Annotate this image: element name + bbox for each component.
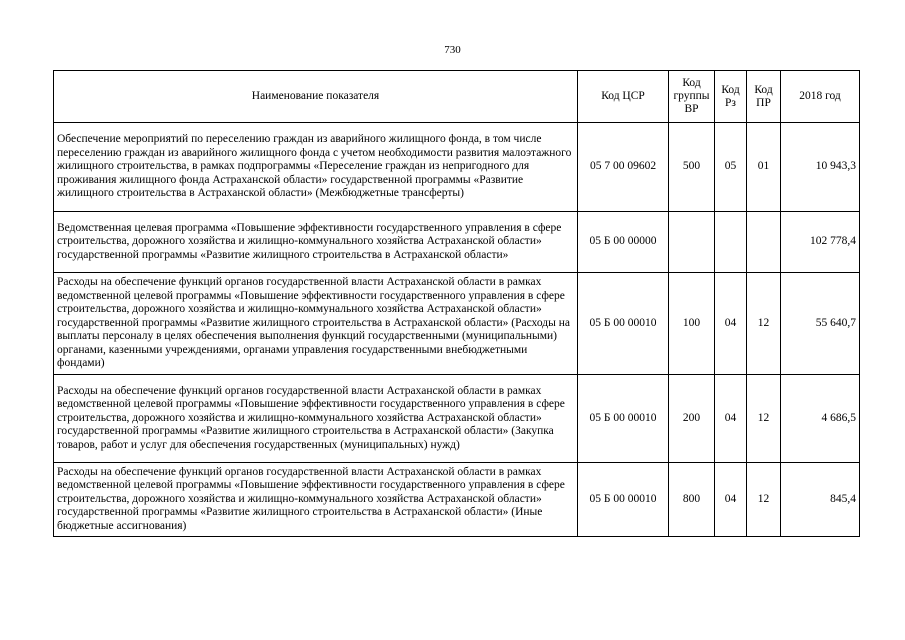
row-name: Расходы на обеспечение функций органов государственной власти Астраханской области в рамках ведомственной целевой программы «Повышение эффективности государственного управления в сфере строительства, дорожного хозяйства и жилищно-коммунального хозяйства Астраханской области» государственной программы «Развитие жилищного строительства в Астраханской области» (Закупка товаров, работ и услуг для обеспечения государственных (муниципальных) нужд) bbox=[54, 375, 578, 463]
row-pr: 12 bbox=[747, 273, 781, 375]
row-csr: 05 Б 00 00010 bbox=[578, 375, 669, 463]
row-csr: 05 Б 00 00010 bbox=[578, 273, 669, 375]
row-pr: 01 bbox=[747, 123, 781, 212]
row-rz: 04 bbox=[715, 375, 747, 463]
table-header-row bbox=[54, 71, 860, 123]
row-sum: 845,4 bbox=[781, 463, 860, 537]
row-name: Расходы на обеспечение функций органов государственной власти Астраханской области в рамках ведомственной целевой программы «Повышение эффективности государственного управления в сфере строительства, дорожного хозяйства и жилищно-коммунального хозяйства Астраханской области» государственной программы «Развитие жилищного строительства в Астраханской области» (Иные бюджетные ассигнования) bbox=[54, 463, 578, 537]
row-rz: 05 bbox=[715, 123, 747, 212]
row-csr: 05 7 00 09602 bbox=[578, 123, 669, 212]
row-vr: 100 bbox=[669, 273, 715, 375]
table-row bbox=[54, 463, 860, 537]
row-vr bbox=[669, 212, 715, 273]
row-sum: 4 686,5 bbox=[781, 375, 860, 463]
row-name: Обеспечение мероприятий по переселению граждан из аварийного жилищного фонда, в том числе переселению граждан из аварийного жилищного фонда с учетом необходимости развития малоэтажного жилищного строительства, в рамках подпрограммы «Переселение граждан из непригодного для проживания жилищного фонда Астраханской области» государственной программы «Развитие жилищного строительства в Астраханской области» (Межбюджетные трансферты) bbox=[54, 123, 578, 212]
row-vr: 800 bbox=[669, 463, 715, 537]
row-vr: 500 bbox=[669, 123, 715, 212]
row-csr: 05 Б 00 00010 bbox=[578, 463, 669, 537]
header-year: 2018 год bbox=[781, 71, 860, 123]
row-sum: 10 943,3 bbox=[781, 123, 860, 212]
row-sum: 102 778,4 bbox=[781, 212, 860, 273]
row-rz: 04 bbox=[715, 463, 747, 537]
table-row bbox=[54, 273, 860, 375]
table-row bbox=[54, 375, 860, 463]
row-csr: 05 Б 00 00000 bbox=[578, 212, 669, 273]
table-row bbox=[54, 212, 860, 273]
header-vr: Код группы ВР bbox=[669, 71, 715, 123]
row-rz bbox=[715, 212, 747, 273]
row-name: Ведомственная целевая программа «Повышение эффективности государственного управления в сфере строительства, дорожного хозяйства и жилищно-коммунального хозяйства Астраханской области» государственной программы «Развитие жилищного строительства в Астраханской области» bbox=[54, 212, 578, 273]
row-name: Расходы на обеспечение функций органов государственной власти Астраханской области в рамках ведомственной целевой программы «Повышение эффективности государственного управления в сфере строительства, дорожного хозяйства и жилищно-коммунального хозяйства Астраханской области» государственной программы «Развитие жилищного строительства в Астраханской области» (Расходы на выплаты персоналу в целях обеспечения выполнения функций государственными (муниципальными) органами, казенными учреждениями, органами управления государственными внебюджетными фондами) bbox=[54, 273, 578, 375]
header-rz: Код Рз bbox=[715, 71, 747, 123]
header-name: Наименование показателя bbox=[54, 71, 578, 123]
table-row bbox=[54, 123, 860, 212]
page-number: 730 bbox=[444, 44, 461, 56]
header-csr: Код ЦСР bbox=[578, 71, 669, 123]
row-sum: 55 640,7 bbox=[781, 273, 860, 375]
row-pr: 12 bbox=[747, 375, 781, 463]
row-pr bbox=[747, 212, 781, 273]
row-pr: 12 bbox=[747, 463, 781, 537]
header-pr: Код ПР bbox=[747, 71, 781, 123]
row-rz: 04 bbox=[715, 273, 747, 375]
row-vr: 200 bbox=[669, 375, 715, 463]
budget-table bbox=[53, 70, 860, 537]
